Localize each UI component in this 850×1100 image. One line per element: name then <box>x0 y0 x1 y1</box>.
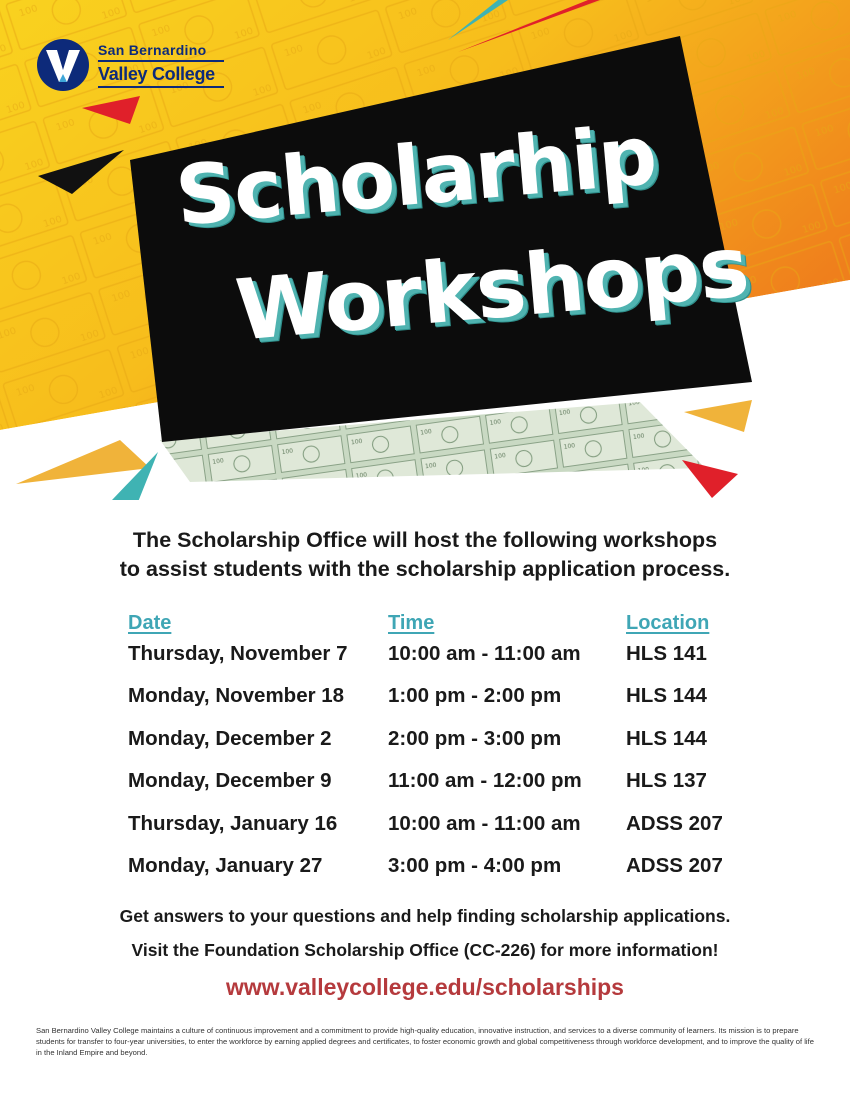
logo-name-line-1: San Bernardino <box>98 42 207 58</box>
intro-line-1: The Scholarship Office will host the following workshops <box>132 528 718 552</box>
scholarships-url-link[interactable]: www.valleycollege.edu/scholarships <box>226 974 624 1000</box>
logo-name-line-2: Valley College <box>98 64 215 84</box>
schedule-row <box>128 642 768 672</box>
title-line-2: Workshops <box>232 217 752 360</box>
intro-text <box>0 526 850 584</box>
schedule-row <box>128 854 768 884</box>
schedule-row <box>128 727 768 757</box>
schedule-row <box>128 684 768 714</box>
row-location: HLS 144 <box>626 727 707 750</box>
row-time: 10:00 am - 11:00 am <box>388 812 581 835</box>
header-time: Time <box>388 612 435 634</box>
row-date: Monday, November 18 <box>128 684 345 707</box>
row-location: ADSS 207 <box>626 854 723 877</box>
row-location: HLS 141 <box>626 642 707 665</box>
row-location: ADSS 207 <box>626 812 723 835</box>
row-location: HLS 144 <box>626 684 707 707</box>
row-time: 11:00 am - 12:00 pm <box>388 769 582 792</box>
row-date: Monday, December 2 <box>128 727 332 750</box>
header-date: Date <box>128 612 172 634</box>
schedule-row <box>128 769 768 799</box>
schedule-row <box>128 812 768 842</box>
logo-divider <box>98 60 224 62</box>
row-time: 2:00 pm - 3:00 pm <box>388 727 562 750</box>
row-date: Monday, December 9 <box>128 769 332 792</box>
mission-statement: San Bernardino Valley College maintains a culture of continuous improvement and a commitment to provide high-quality education, innovative instruction, and services to a diverse community of learners. Its mission is to prepare students for transfer to four-year universities, to enter the workforce by earning applied degrees and certificates, to foster economic growth and global competitiveness through workforce development, and to improve the quality of life in the Inland Empire and beyond. <box>36 1026 814 1057</box>
intro-line-2: to assist students with the scholarship application process. <box>119 557 731 581</box>
row-time: 3:00 pm - 4:00 pm <box>388 854 562 877</box>
logo-underline <box>98 86 224 88</box>
row-date: Thursday, January 16 <box>128 812 338 835</box>
row-time: 1:00 pm - 2:00 pm <box>388 684 562 707</box>
title-line-1: Scholarhip <box>172 108 660 245</box>
hero-banner <box>0 0 850 500</box>
college-logo-v-icon <box>36 38 90 92</box>
info-note-office: Visit the Foundation Scholarship Office (CC-226) for more information! <box>131 940 719 960</box>
row-location: HLS 137 <box>626 769 707 792</box>
college-logo[interactable] <box>36 38 236 94</box>
row-time: 10:00 am - 11:00 am <box>388 642 581 665</box>
row-date: Thursday, November 7 <box>128 642 348 665</box>
header-location: Location <box>626 612 710 634</box>
row-date: Monday, January 27 <box>128 854 323 877</box>
info-note-questions: Get answers to your questions and help finding scholarship applications. <box>119 906 731 926</box>
